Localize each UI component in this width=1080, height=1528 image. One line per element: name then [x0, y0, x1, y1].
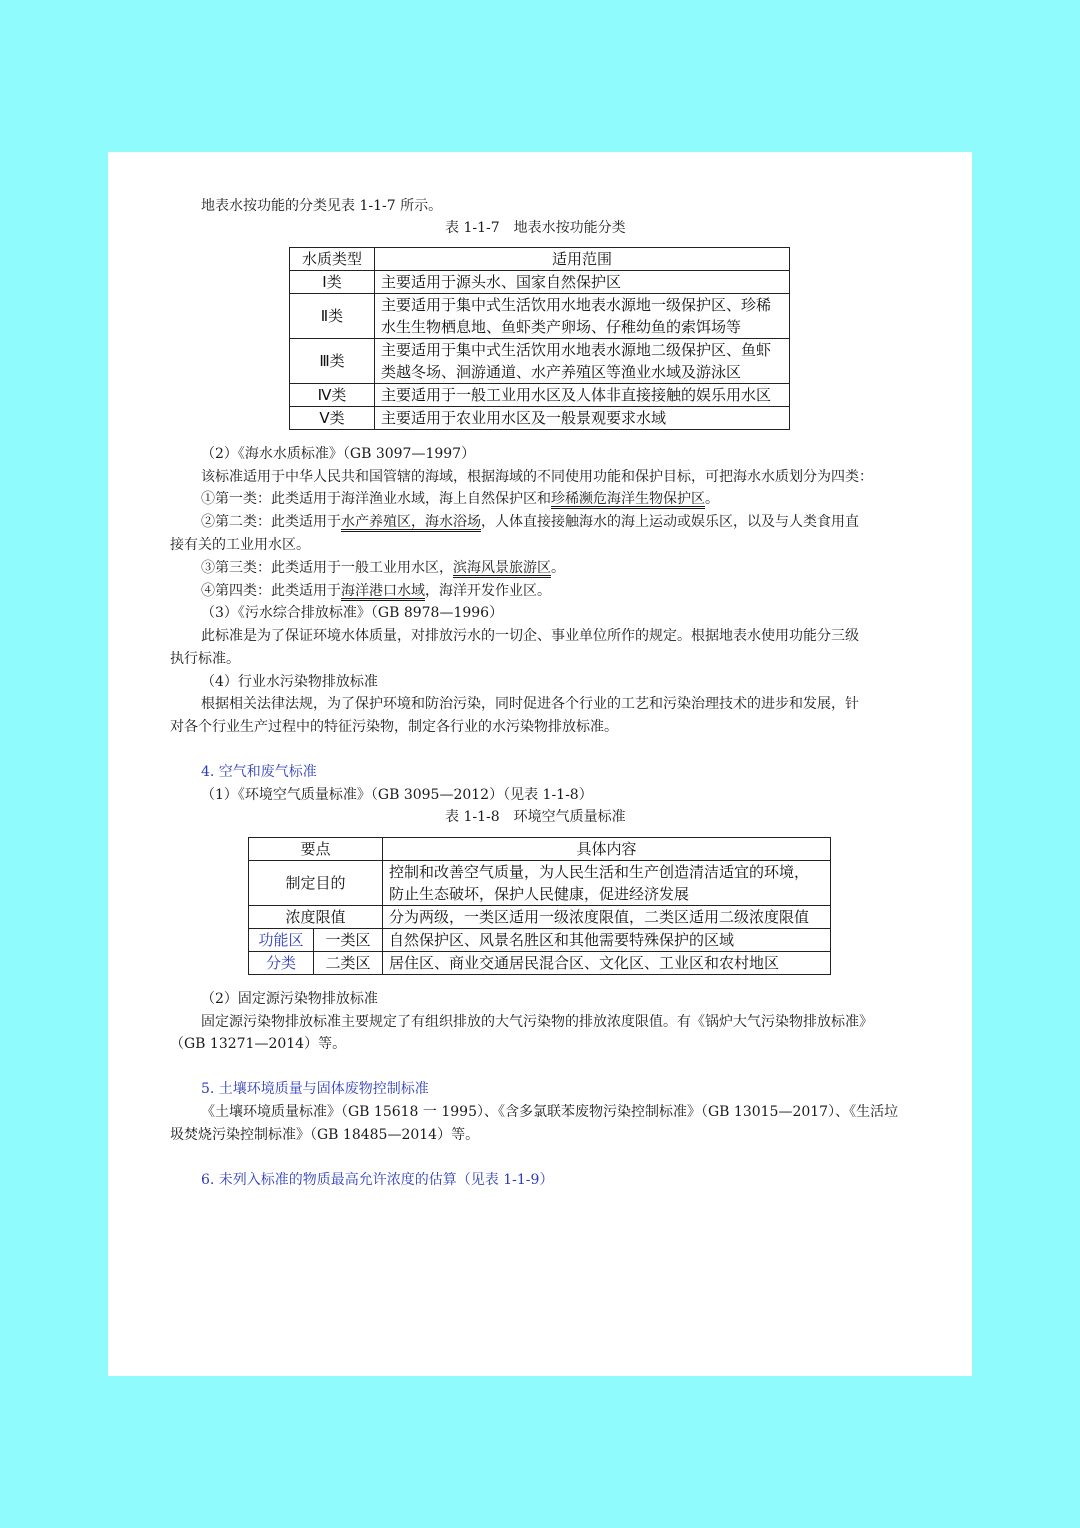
table-cell	[375, 339, 790, 384]
table-cell: 主要适用于农业用水区及一般景观要求水域	[375, 407, 790, 430]
underlined-term: 滨海风景旅游区	[453, 560, 551, 576]
table-header: 具体内容	[383, 838, 831, 861]
sea-class-1	[201, 490, 719, 508]
underlined-term: 海水浴场	[425, 514, 481, 530]
cell-line: 主要适用于集中式生活饮用水地表水源地一级保护区、珍稀	[381, 296, 772, 314]
table-row	[290, 294, 790, 339]
soil-standards-text: 《土壤环境质量标准》（GB 15618 一 1995）、《含多氯联苯废物污染控制标准》（GB 13015—2017）、《生活垃	[201, 1104, 899, 1120]
sea-class-2-cont: 接有关的工业用水区。	[170, 537, 310, 553]
table-cell: Ⅱ类	[290, 294, 375, 339]
industry-text-cont: 对各个行业生产过程中的特征污染物，制定各行业的水污染物排放标准。	[170, 719, 618, 735]
section-4-heading: 4. 空气和废气标准	[201, 764, 317, 780]
sea-class-4	[201, 582, 551, 600]
table-cell: 功能区	[249, 929, 314, 952]
industry-title: （4）行业水污染物排放标准	[201, 674, 378, 690]
table-row	[290, 407, 790, 430]
fixed-source-text-cont: （GB 13271—2014）等。	[170, 1036, 347, 1052]
document-page	[108, 152, 972, 1376]
sewage-text-cont: 执行标准。	[170, 651, 240, 667]
table-header: 要点	[249, 838, 383, 861]
cell-line: 主要适用于集中式生活饮用水地表水源地二级保护区、鱼虾	[381, 341, 772, 359]
cell-line: 控制和改善空气质量，为人民生活和生产创造清洁适宜的环境，	[389, 863, 810, 881]
text: ，海洋开发作业区。	[425, 583, 551, 599]
air-standard-title: （1）《环境空气质量标准》（GB 3095—2012）（见表 1-1-8）	[201, 787, 593, 803]
table-cell: 居住区、商业交通居民混合区、文化区、工业区和农村地区	[383, 952, 831, 975]
fixed-source-title: （2）固定源污染物排放标准	[201, 991, 378, 1007]
cell-line: 水生生物栖息地、鱼虾类产卵场、仔稚幼鱼的索饵场等	[381, 318, 742, 336]
table-cell: 自然保护区、风景名胜区和其他需要特殊保护的区域	[383, 929, 831, 952]
table-row	[249, 952, 831, 975]
table-header-row	[290, 248, 790, 271]
underlined-term: 海洋港口水域	[341, 583, 425, 599]
text: 。	[705, 491, 719, 507]
sewage-text: 此标准是为了保证环境水体质量，对排放污水的一切企、事业单位所作的规定。根据地表水使用功能分三级	[201, 628, 859, 644]
table-cell: 一类区	[314, 929, 383, 952]
table-cell: 主要适用于源头水、国家自然保护区	[375, 271, 790, 294]
table-cell: Ⅲ类	[290, 339, 375, 384]
table-header: 适用范围	[375, 248, 790, 271]
table-row	[290, 339, 790, 384]
cell-line: 类越冬场、洄游通道、水产养殖区等渔业水域及游泳区	[381, 363, 742, 381]
fixed-source-text: 固定源污染物排放标准主要规定了有组织排放的大气污染物的排放浓度限值。有《锅炉大气污染物排放标准》	[201, 1014, 873, 1030]
table-cell: 制定目的	[249, 861, 383, 906]
cell-line: 防止生态破坏，保护人民健康，促进经济发展	[389, 885, 690, 903]
section-6-heading: 6. 未列入标准的物质最高允许浓度的估算（见表 1-1-9）	[201, 1172, 554, 1188]
text: ，	[411, 514, 425, 530]
table-row	[249, 929, 831, 952]
text: 。	[551, 560, 565, 576]
section-5-heading: 5. 土壤环境质量与固体废物控制标准	[201, 1081, 429, 1097]
table-cell: 分为两级，一类区适用一级浓度限值，二类区适用二级浓度限值	[383, 906, 831, 929]
text: ④第四类：此类适用于	[201, 583, 341, 599]
intro-text: 地表水按功能的分类见表 1-1-7 所示。	[201, 198, 443, 214]
sea-standard-title: （2）《海水水质标准》（GB 3097—1997）	[201, 446, 476, 462]
table-cell: 分类	[249, 952, 314, 975]
table-row	[290, 271, 790, 294]
text: ，人体直接接触海水的海上运动或娱乐区，以及与人类食用直	[481, 514, 859, 530]
underlined-term: 珍稀濒危海洋生物保护区	[551, 491, 705, 507]
text: ②第二类：此类适用于	[201, 514, 341, 530]
table-row	[249, 861, 831, 906]
table1-caption: 表 1-1-7 地表水按功能分类	[445, 220, 626, 236]
table-cell: 二类区	[314, 952, 383, 975]
text: ③第三类：此类适用于一般工业用水区，	[201, 560, 453, 576]
text: ①第一类：此类适用于海洋渔业水域，海上自然保护区和	[201, 491, 551, 507]
table-air-quality	[248, 837, 831, 975]
table-cell: Ⅴ类	[290, 407, 375, 430]
table2-caption: 表 1-1-8 环境空气质量标准	[445, 809, 626, 825]
table-cell: Ⅳ类	[290, 384, 375, 407]
sea-standard-intro: 该标准适用于中华人民共和国管辖的海域，根据海域的不同使用功能和保护目标，可把海水水质划分为四类：	[201, 469, 873, 485]
sea-class-2	[201, 513, 859, 531]
sewage-title: （3）《污水综合排放标准》（GB 8978—1996）	[201, 605, 504, 621]
table-cell: 浓度限值	[249, 906, 383, 929]
table-cell: Ⅰ类	[290, 271, 375, 294]
table-cell: 主要适用于一般工业用水区及人体非直接接触的娱乐用水区	[375, 384, 790, 407]
soil-standards-text-cont: 圾焚烧污染控制标准》（GB 18485—2014）等。	[170, 1127, 480, 1143]
table-surface-water	[289, 247, 790, 430]
industry-text: 根据相关法律法规，为了保护环境和防治污染，同时促进各个行业的工艺和污染治理技术的进步和发展，针	[201, 696, 859, 712]
table-cell	[383, 861, 831, 906]
table-cell	[375, 294, 790, 339]
underlined-term: 水产养殖区	[341, 514, 411, 530]
sea-class-3	[201, 559, 565, 577]
table-row	[290, 384, 790, 407]
table-header: 水质类型	[290, 248, 375, 271]
table-row	[249, 906, 831, 929]
table-header-row	[249, 838, 831, 861]
